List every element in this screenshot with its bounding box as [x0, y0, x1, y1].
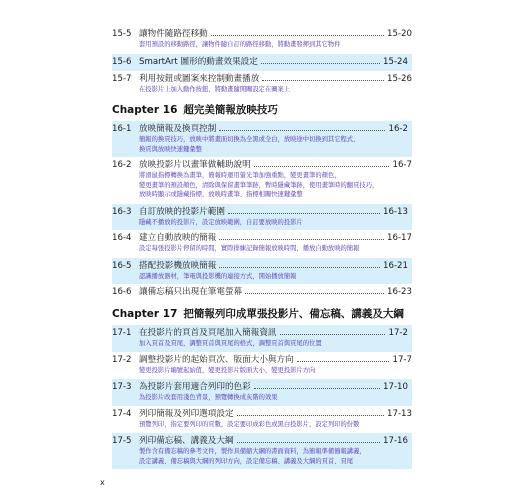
section-description: 為投影片改套用淺色背景，預覽轉換成灰階的效果 [139, 394, 278, 401]
page-number: x [100, 478, 105, 487]
section-description: 變更畫筆的預設顏色，清除與保留畫筆筆跡，暫時隱藏筆跡，使用畫筆時的翻頁技巧， [139, 181, 379, 189]
section-description: 製作含有備忘稿的參考文件，製作具備縮大綱的書面資料，為簡報準備簡報講義， [139, 448, 366, 455]
section-page: 17-10 [383, 382, 408, 392]
section-description: 將滑鼠指標轉換為畫筆，簡報時運用螢光筆加強重點，變更畫筆的顏色， [139, 172, 341, 179]
section-number: 16-2 [112, 160, 132, 170]
section-page: 17-13 [387, 408, 412, 419]
section-number: 16-1 [112, 124, 132, 134]
toc-entry-heading[interactable] [112, 160, 412, 171]
toc-entry-heading[interactable] [112, 124, 408, 135]
toc-entry-heading[interactable] [112, 57, 408, 68]
leader-dots [254, 388, 380, 389]
leader-dots [245, 293, 384, 294]
toc-entry-heading[interactable] [112, 436, 408, 447]
section-description: 換頁與放映快速鍵彙整 [139, 145, 202, 153]
toc-entry-heading[interactable] [112, 382, 408, 393]
section-number: 15-5 [112, 29, 132, 39]
section-number: 17-3 [112, 382, 132, 392]
leader-dots [219, 267, 380, 268]
toc-entry[interactable] [112, 26, 412, 50]
section-title: 搭配投影機放映簡報 [139, 260, 217, 271]
chapter-title: 把簡報列印成單張投影片、備忘稿、講義及大綱 [183, 308, 404, 320]
section-number: 16-3 [112, 206, 132, 217]
section-description: 認識播放器材，筆電與投影機的連接方式，開始播放簡報 [139, 272, 297, 280]
section-number: 17-1 [112, 328, 132, 338]
toc-entry-heading[interactable] [112, 207, 408, 218]
leader-dots [280, 334, 386, 335]
toc-entry[interactable] [112, 325, 412, 352]
section-description: 套用預設的移動路徑，讓物件隨自訂的路徑移動，將動畫發揮到其它物件 [139, 41, 341, 48]
toc-entry[interactable] [112, 121, 412, 157]
leader-dots [254, 166, 390, 167]
section-title: 建立自動放映的簡報 [139, 233, 217, 243]
chapter-heading [112, 102, 412, 117]
section-title: 放映投影片以畫筆做輔助說明 [139, 160, 251, 170]
toc-entry[interactable] [112, 406, 412, 430]
section-page: 15-20 [387, 29, 412, 39]
toc-entry[interactable] [112, 352, 412, 376]
section-description: 放映時顯示或隱藏指標，放映時畫筆、指標相關快速鍵彙整 [139, 191, 303, 198]
section-page: 15-24 [383, 56, 408, 67]
section-title: 列印備忘稿、講義及大綱 [139, 436, 234, 446]
section-page: 17-16 [383, 436, 408, 446]
leader-dots [297, 361, 390, 362]
toc-entry[interactable] [112, 379, 412, 406]
toc-entry[interactable] [112, 204, 412, 231]
section-description: 隱藏不播放的投影片，設定放映範圍，自訂要放映的投影片 [139, 218, 303, 226]
section-description: 變更投影片編號起始值，變更投影片版面大小，變更投影片方向 [139, 366, 316, 374]
section-description: 設定每張投影片停留的時間，實際排練記錄簡報放映時間，播放自動放映的簡報 [139, 245, 360, 252]
section-number: 15-7 [112, 73, 132, 84]
section-number: 17-4 [112, 408, 132, 419]
section-description: 預覽列印，指定要列印的頁數，設定要印成彩色或黑白投影片，設定列印的份數 [139, 420, 360, 428]
section-number: 17-2 [112, 354, 132, 365]
section-number: 16-5 [112, 260, 132, 271]
section-page: 17-2 [388, 328, 408, 338]
toc-entry-heading[interactable] [112, 74, 412, 85]
section-description: 在投影片上加入動作按鈕，將動畫隨開關設定在圖案上 [139, 85, 291, 93]
leader-dots [211, 35, 384, 36]
section-description: 簡報的換頁技巧，放映中將畫面切換為全黑或全白，放映途中切換到其它程式， [139, 136, 360, 143]
toc-entry[interactable] [112, 71, 412, 95]
section-description: 加入頁首及頁尾，調整頁首與頁尾的格式，調整頁首與頁尾的位置 [139, 340, 322, 347]
leader-dots [219, 239, 384, 240]
section-number: 16-6 [112, 287, 132, 297]
toc-entry[interactable] [112, 157, 412, 200]
chapter-number: Chapter 17 [112, 308, 178, 320]
toc-entry-heading[interactable] [112, 355, 412, 366]
toc-entry[interactable] [112, 433, 412, 469]
section-page: 16-7 [392, 160, 412, 170]
chapter-title: 超完美簡報放映技巧 [183, 104, 278, 116]
toc-entry[interactable] [112, 230, 412, 254]
section-title: 讓物件隨路徑移動 [139, 29, 208, 39]
section-page: 16-2 [388, 124, 408, 134]
leader-dots [237, 415, 384, 416]
toc-entry[interactable] [112, 54, 412, 71]
section-title: 放映簡報及換頁控制 [139, 124, 217, 134]
toc-entry-heading[interactable] [112, 233, 412, 244]
chapter-heading [112, 306, 412, 321]
section-number: 17-5 [112, 436, 132, 446]
section-title: 讓備忘稿只出現在筆電螢幕 [139, 287, 243, 297]
toc-entry-heading[interactable] [112, 261, 408, 272]
section-page: 16-23 [387, 287, 412, 297]
section-page: 17-7 [392, 354, 412, 365]
leader-dots [228, 213, 380, 214]
section-title: 調整投影片的起始頁次、版面大小與方向 [139, 354, 294, 365]
toc-entry-heading[interactable] [112, 29, 412, 40]
toc-entry[interactable] [112, 284, 412, 298]
leader-dots [262, 80, 384, 81]
chapter-number: Chapter 16 [112, 104, 178, 116]
section-page: 16-13 [383, 206, 408, 217]
toc-entry-heading[interactable] [112, 409, 412, 420]
section-title: 利用按鈕或圖案來控制動畫播放 [139, 73, 260, 84]
section-page: 16-21 [383, 260, 408, 271]
section-title: 列印簡報及列印選項設定 [139, 408, 234, 419]
section-number: 16-4 [112, 233, 132, 243]
section-title: 為投影片套用適合列印的色彩 [139, 382, 251, 392]
section-page: 16-17 [387, 233, 412, 243]
section-title: SmartArt 圖形的動畫效果設定 [139, 56, 258, 67]
leader-dots [237, 442, 380, 443]
toc-entry-heading[interactable] [112, 328, 408, 339]
section-title: 自訂放映的投影片範圍 [139, 206, 225, 217]
leader-dots [261, 63, 380, 64]
section-page: 15-26 [387, 73, 412, 84]
section-description: 設定講義、備忘稿與大綱的列印方向，設定備忘稿、講義及大綱的頁首、頁尾 [139, 457, 354, 465]
section-title: 在投影片的頁首及頁尾加入簡報資訊 [139, 328, 277, 338]
toc-entry[interactable] [112, 258, 412, 285]
toc-column [112, 26, 412, 469]
toc-entry-heading[interactable] [112, 287, 412, 298]
section-number: 15-6 [112, 56, 132, 67]
leader-dots [219, 130, 385, 131]
